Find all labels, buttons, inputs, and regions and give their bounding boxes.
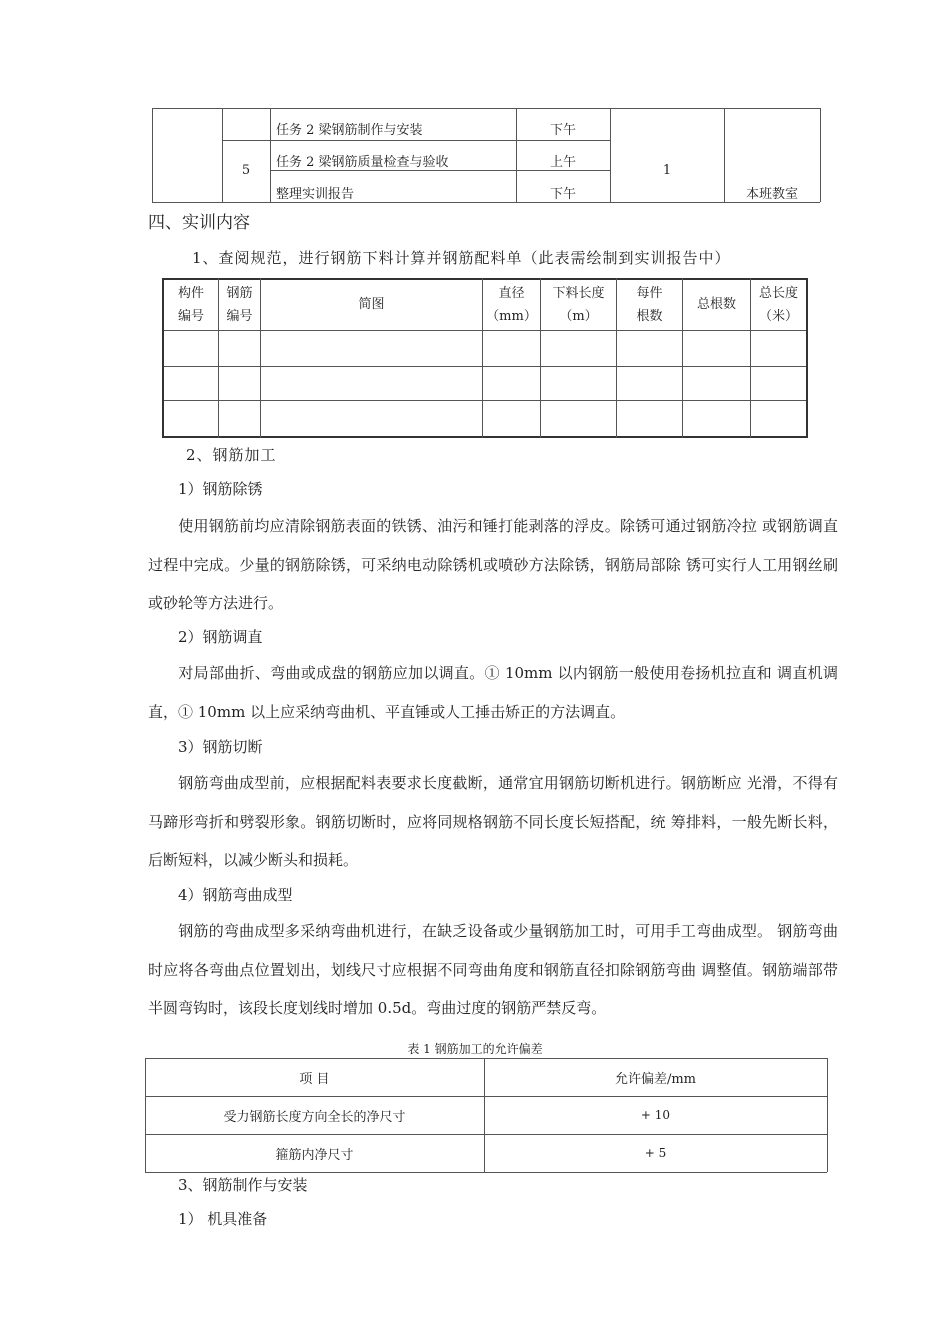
column-header: 总根数 (696, 297, 736, 312)
subsection-title: 4）钢筋弯曲成型 (178, 886, 293, 904)
column-header: 每件 根数 (636, 286, 663, 324)
table-cell: 箍筋内净尺寸 (275, 1147, 354, 1163)
table-cell: + 10 (640, 1108, 671, 1122)
table-cell: 整理实训报告 (276, 187, 355, 202)
subsection-title: 3）钢筋切断 (178, 738, 263, 756)
paragraph: 钢筋的弯曲成型多采纳弯曲机进行，在缺乏设备或少量钢筋加工时，可用手工弯曲成型。 钢筋弯曲时应将各弯曲点位置划出，划线尺寸应根据不同弯曲角度和钢筋直径扣除钢筋弯曲 调整值。钢筋端部带半圆弯钩时，该段长度划线时增加 0.5d。弯曲过度的钢筋严禁反弯。 (148, 922, 838, 1017)
subsection-title: 1） 机具准备 (178, 1210, 268, 1228)
table-cell: 下午 (549, 123, 576, 138)
column-header: 钢筋 编号 (226, 286, 253, 324)
count-cell: 1 (662, 163, 672, 178)
item-title: 3、钢筋制作与安装 (178, 1176, 308, 1194)
table-cell: 任务 2 梁钢筋制作与安装 (276, 123, 423, 138)
item-title: 2、钢筋加工 (186, 446, 277, 464)
column-header: 总长度 （米） (758, 286, 798, 324)
column-header: 简图 (358, 297, 385, 312)
column-header: 下料长度 （m） (552, 286, 605, 324)
paragraph: 对局部曲折、弯曲或成盘的钢筋应加以调直。① 10mm 以内钢筋一般使用卷扬机拉直和 调直机调直，① 10mm 以上应采纳弯曲机、平直锤或人工捶击矫正的方法调直。 (148, 664, 838, 721)
location-cell: 本班教室 (745, 187, 798, 202)
subsection-title: 2）钢筋调直 (178, 628, 263, 646)
table-cell: 下午 (549, 187, 576, 202)
table-cell: + 5 (644, 1146, 667, 1160)
paragraph: 钢筋弯曲成型前，应根据配料表要求长度截断，通常宜用钢筋切断机进行。钢筋断应 光滑，不得有马蹄形弯折和劈裂形象。钢筋切断时，应将同规格钢筋不同长度长短搭配，统 筹排料，一般先断长料，后断短料，以减少断头和损耗。 (148, 774, 838, 869)
table-caption: 表 1 钢筋加工的允许偏差 (407, 1042, 543, 1056)
column-header: 直径 （mm） (486, 286, 537, 324)
column-header: 构件 编号 (177, 286, 204, 324)
item-title: 1、查阅规范，进行钢筋下料计算并钢筋配料单（此表需绘制到实训报告中） (192, 249, 731, 267)
paragraph: 使用钢筋前均应清除钢筋表面的铁锈、油污和锤打能剥落的浮皮。除锈可通过钢筋冷拉 或钢筋调直过程中完成。少量的钢筋除锈，可采纳电动除锈机或喷砂方法除锈，钢筋局部除 锈可实行人工用钢丝刷或砂轮等方法进行。 (148, 517, 838, 612)
subsection-title: 1）钢筋除锈 (178, 480, 263, 498)
table-cell: 上午 (549, 155, 576, 170)
section-title: 四、实训内容 (148, 213, 250, 233)
column-header: 项 目 (299, 1071, 330, 1087)
table-cell: 受力钢筋长度方向全长的净尺寸 (223, 1109, 406, 1125)
day-cell: 5 (241, 163, 251, 178)
table-cell: 任务 2 梁钢筋质量检查与验收 (276, 155, 449, 170)
column-header: 允许偏差/mm (614, 1071, 697, 1087)
